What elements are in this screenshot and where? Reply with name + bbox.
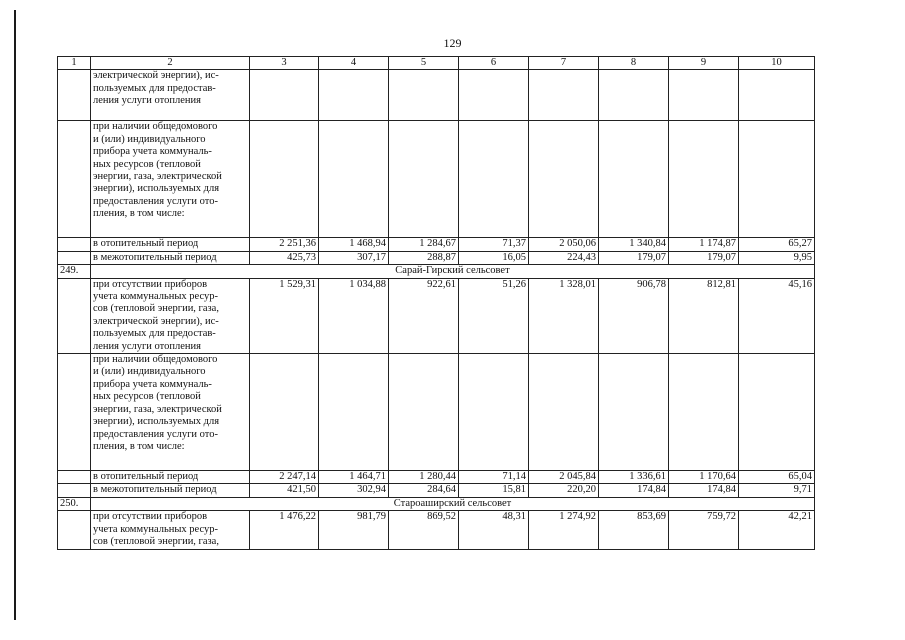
table-row bbox=[58, 278, 815, 353]
value-cell: 981,79 bbox=[319, 511, 389, 549]
row-label: в межотопительный период bbox=[91, 251, 250, 264]
table-row bbox=[58, 238, 815, 251]
section-header-row bbox=[58, 497, 815, 510]
value-cell: 48,31 bbox=[459, 511, 529, 549]
value-cell: 1 170,64 bbox=[669, 471, 739, 484]
header-cell: 9 bbox=[669, 57, 739, 70]
row-label: в межотопительный период bbox=[91, 484, 250, 497]
table-row bbox=[58, 121, 815, 238]
value-cell: 1 328,01 bbox=[529, 278, 599, 353]
row-label: в отопительный период bbox=[91, 238, 250, 251]
value-cell: 1 464,71 bbox=[319, 471, 389, 484]
header-cell: 2 bbox=[91, 57, 250, 70]
value-cell: 224,43 bbox=[529, 251, 599, 264]
value-cell: 288,87 bbox=[389, 251, 459, 264]
row-description: при наличии общедомового и (или) индивидуального прибора учета коммуналь- ных ресурсов (тепловой энергии, газа, электрической энергии), используемых для предоставления услуги ото- пления, в том числе: bbox=[91, 121, 250, 238]
row-description: при отсутствии приборов учета коммунальных ресур- сов (тепловой энергии, газа, электрической энергии), ис- пользуемых для предостав- ления услуги отопления bbox=[91, 278, 250, 353]
value-cell: 71,14 bbox=[459, 471, 529, 484]
header-cell: 1 bbox=[58, 57, 91, 70]
row-description: при отсутствии приборов учета коммунальных ресур- сов (тепловой энергии, газа, bbox=[91, 511, 250, 549]
header-cell: 8 bbox=[599, 57, 669, 70]
value-cell: 1 274,92 bbox=[529, 511, 599, 549]
tariff-table bbox=[57, 56, 815, 550]
row-label: в отопительный период bbox=[91, 471, 250, 484]
table-row bbox=[58, 511, 815, 549]
table-row bbox=[58, 70, 815, 121]
value-cell: 1 280,44 bbox=[389, 471, 459, 484]
header-cell: 4 bbox=[319, 57, 389, 70]
value-cell: 2 251,36 bbox=[250, 238, 319, 251]
value-cell: 15,81 bbox=[459, 484, 529, 497]
table-row bbox=[58, 251, 815, 264]
value-cell: 812,81 bbox=[669, 278, 739, 353]
value-cell: 1 336,61 bbox=[599, 471, 669, 484]
value-cell: 1 468,94 bbox=[319, 238, 389, 251]
value-cell: 174,84 bbox=[669, 484, 739, 497]
header-cell: 3 bbox=[250, 57, 319, 70]
column-number-header bbox=[58, 57, 815, 70]
value-cell: 1 034,88 bbox=[319, 278, 389, 353]
header-cell: 7 bbox=[529, 57, 599, 70]
value-cell: 1 340,84 bbox=[599, 238, 669, 251]
value-cell: 65,04 bbox=[739, 471, 815, 484]
row-description: электрической энергии), ис- пользуемых для предостав- ления услуги отопления bbox=[91, 70, 250, 121]
header-cell: 5 bbox=[389, 57, 459, 70]
header-cell: 6 bbox=[459, 57, 529, 70]
page-number: 129 bbox=[443, 36, 462, 50]
value-cell: 853,69 bbox=[599, 511, 669, 549]
table-row bbox=[58, 484, 815, 497]
section-header-row bbox=[58, 265, 815, 278]
value-cell: 906,78 bbox=[599, 278, 669, 353]
value-cell: 922,61 bbox=[389, 278, 459, 353]
value-cell: 9,95 bbox=[739, 251, 815, 264]
value-cell: 425,73 bbox=[250, 251, 319, 264]
section-title: Староаширский сельсовет bbox=[91, 497, 815, 510]
value-cell: 45,16 bbox=[739, 278, 815, 353]
value-cell: 179,07 bbox=[669, 251, 739, 264]
value-cell: 1 529,31 bbox=[250, 278, 319, 353]
row-description: при наличии общедомового и (или) индивидуального прибора учета коммуналь- ных ресурсов (тепловой энергии, газа, электрической энергии), используемых для предоставления услуги ото- пления, в том числе: bbox=[91, 354, 250, 471]
value-cell: 16,05 bbox=[459, 251, 529, 264]
header-cell: 10 bbox=[739, 57, 815, 70]
value-cell: 179,07 bbox=[599, 251, 669, 264]
value-cell: 9,71 bbox=[739, 484, 815, 497]
value-cell: 51,26 bbox=[459, 278, 529, 353]
section-number: 249. bbox=[58, 265, 91, 278]
value-cell: 71,37 bbox=[459, 238, 529, 251]
value-cell: 2 050,06 bbox=[529, 238, 599, 251]
table-row bbox=[58, 354, 815, 471]
value-cell: 1 284,67 bbox=[389, 238, 459, 251]
table-row bbox=[58, 471, 815, 484]
value-cell: 65,27 bbox=[739, 238, 815, 251]
value-cell: 869,52 bbox=[389, 511, 459, 549]
value-cell: 42,21 bbox=[739, 511, 815, 549]
section-number: 250. bbox=[58, 497, 91, 510]
value-cell: 759,72 bbox=[669, 511, 739, 549]
value-cell: 284,64 bbox=[389, 484, 459, 497]
value-cell: 220,20 bbox=[529, 484, 599, 497]
value-cell: 2 247,14 bbox=[250, 471, 319, 484]
page-left-border bbox=[14, 10, 16, 620]
value-cell: 307,17 bbox=[319, 251, 389, 264]
value-cell: 2 045,84 bbox=[529, 471, 599, 484]
value-cell: 1 174,87 bbox=[669, 238, 739, 251]
value-cell: 302,94 bbox=[319, 484, 389, 497]
section-title: Сарай-Гирский сельсовет bbox=[91, 265, 815, 278]
value-cell: 421,50 bbox=[250, 484, 319, 497]
value-cell: 1 476,22 bbox=[250, 511, 319, 549]
value-cell: 174,84 bbox=[599, 484, 669, 497]
